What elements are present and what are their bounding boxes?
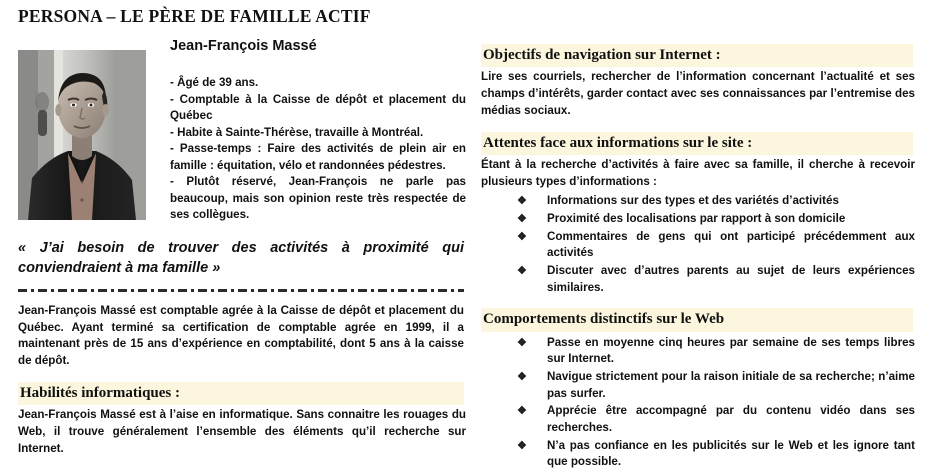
section-heading-skills: Habilités informatiques : (18, 382, 464, 405)
persona-biography: Jean-François Massé est comptable agrée à la Caisse de dépôt et placement du Québec. Ayant terminé sa certification de comptable agrée en 1999, il a maintenant près de 15 ans d’expérience en comptabilité, dont 5 ans à la caisse de dépôt. (18, 303, 464, 368)
list-item-label: Commentaires de gens qui ont participé précédemment aux activités (547, 229, 915, 260)
fact-item: - Plutôt réservé, Jean-François ne parle pas beaucoup, mais son opinion reste très respectée de ses collègues. (170, 175, 466, 222)
list-item-label: N’a pas confiance en les publicités sur le Web et les ignore tant que possible. (547, 438, 915, 469)
list-item-label: Apprécie être accompagné par du contenu vidéo dans ses recherches. (547, 404, 915, 435)
fact-item: - Âgé de 39 ans. (170, 76, 259, 90)
right-column (481, 32, 921, 472)
section-heading-expectations: Attentes face aux informations sur le site : (481, 132, 913, 155)
identity-text (170, 38, 466, 223)
section-heading-objectives: Objectifs de navigation sur Internet : (481, 44, 913, 67)
behaviours-bullet-list (481, 335, 915, 472)
fact-item: - Habite à Sainte-Thérèse, travaille à Montréal. (170, 125, 424, 139)
fact-item: - Passe-temps : Faire des activités de plein air en famille : équitation, vélo et randonnées pédestres. (170, 142, 466, 172)
list-item (517, 403, 915, 436)
section-body-expectations: Étant à la recherche d’activités à faire avec sa famille, il cherche à recevoir plusieurs types d’informations : (481, 157, 915, 188)
list-item-label: Proximité des localisations par rapport à son domicile (547, 212, 846, 226)
persona-quote: « J’ai besoin de trouver des activités à proximité qui conviendraient à ma famille » (18, 240, 464, 276)
diamond-bullet-icon: ❖ (517, 195, 527, 208)
diamond-bullet-icon: ❖ (517, 336, 527, 349)
list-item-label: Informations sur des types et des variétés d’activités (547, 194, 839, 208)
diamond-bullet-icon: ❖ (517, 439, 527, 452)
identity-row (18, 38, 466, 223)
persona-name: Jean-François Massé (170, 38, 317, 54)
section-body-skills: Jean-François Massé est à l’aise en informatique. Sans connaitre les rouages du Web, il trouve généralement l’ensemble des éléments qu’il recherche sur Internet. (18, 408, 466, 455)
diamond-bullet-icon: ❖ (517, 371, 527, 384)
list-item (517, 438, 915, 471)
list-item-label: Passe en moyenne cinq heures par semaine de ses temps libres sur Internet. (547, 335, 915, 366)
list-item (517, 229, 915, 262)
expectations-bullet-list (481, 193, 915, 296)
divider (18, 289, 464, 292)
diamond-bullet-icon: ❖ (517, 405, 527, 418)
section-body-objectives: Lire ses courriels, rechercher de l’information concernant l’actualité et ses champs d’intérêts, garder contact avec ses connaissances par l’entremise des médias sociaux. (481, 70, 915, 117)
diamond-bullet-icon: ❖ (517, 265, 527, 278)
list-item (517, 369, 915, 402)
fact-item: - Comptable à la Caisse de dépôt et placement du Québec (170, 92, 466, 123)
section-heading-behaviours: Comportements distinctifs sur le Web (481, 308, 913, 331)
list-item (517, 335, 915, 368)
list-item (517, 211, 915, 228)
diamond-bullet-icon: ❖ (517, 213, 527, 226)
list-item (517, 263, 915, 296)
list-item-label: Discuter avec d’autres parents au sujet de leurs expériences similaires. (547, 264, 915, 294)
persona-fact-list (170, 75, 466, 223)
diamond-bullet-icon: ❖ (517, 230, 527, 243)
left-column (18, 38, 466, 457)
page-title: PERSONA – LE PÈRE DE FAMILLE ACTIF (18, 6, 371, 26)
list-item-label: Navigue strictement pour la raison initiale de sa recherche; n’aime pas surfer. (547, 370, 915, 400)
persona-photo (18, 50, 146, 220)
list-item (517, 193, 915, 210)
